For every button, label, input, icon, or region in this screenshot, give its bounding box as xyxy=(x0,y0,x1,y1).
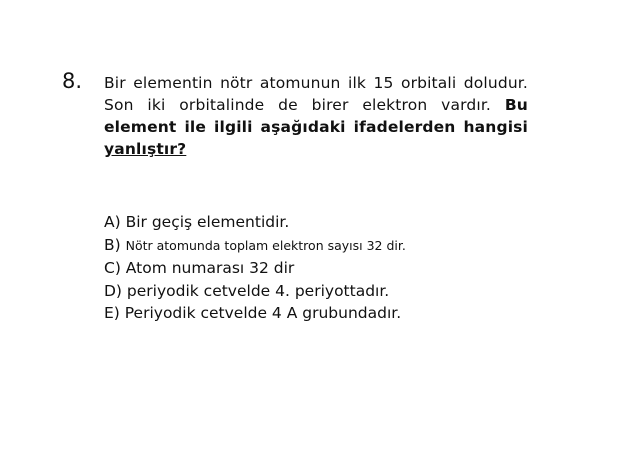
question-stem-bold: Bu element ile ilgili aşağıdaki ifadelerden hangisi xyxy=(104,96,528,136)
option-b[interactable] xyxy=(104,234,534,258)
option-e[interactable]: E) Periyodik cetvelde 4 A grubundadır. xyxy=(104,304,402,322)
question-stem-intro: Bir elementin nötr atomunun ilk 15 orbitali doludur. Son iki orbitalinde de birer elektron vardır. xyxy=(104,74,528,114)
option-a[interactable]: A) Bir geçiş elementidir. xyxy=(104,213,290,231)
option-d[interactable]: D) periyodik cetvelde 4. periyottadır. xyxy=(104,281,390,300)
question-stem xyxy=(104,72,528,160)
answer-options xyxy=(104,211,534,325)
option-c[interactable]: C) Atom numarası 32 dir xyxy=(104,259,295,277)
question-number: 8. xyxy=(62,69,83,93)
option-b-text: Nötr atomunda toplam elektron sayısı 32 dir. xyxy=(125,237,406,253)
option-b-prefix: B) xyxy=(104,235,126,254)
question-stem-underlined: yanlıştır? xyxy=(104,140,187,158)
